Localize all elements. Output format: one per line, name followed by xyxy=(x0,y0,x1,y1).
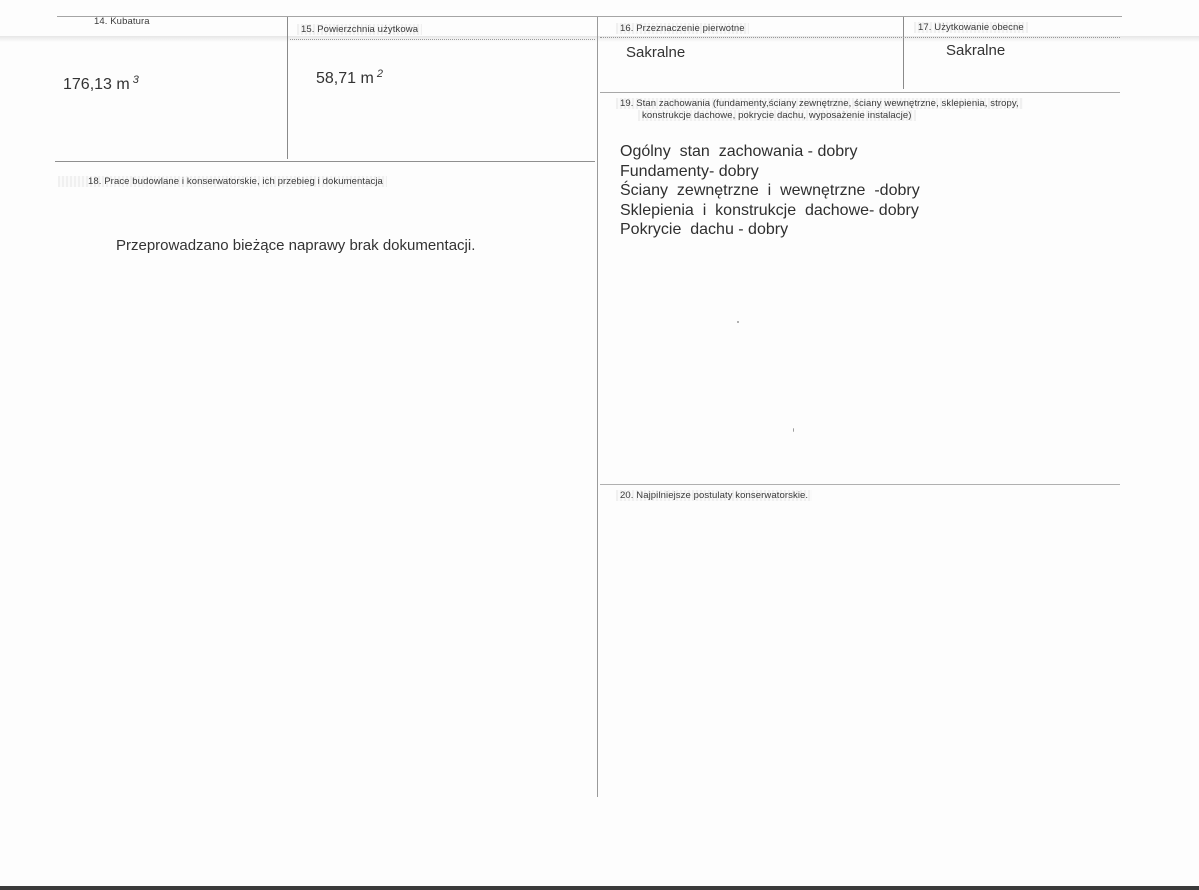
line-under-15 xyxy=(290,39,595,40)
scan-speck xyxy=(793,428,794,432)
current-use-value: Sakralne xyxy=(946,42,1006,59)
field-17-label: 17. Użytkowanie obecne xyxy=(914,22,1028,33)
field-19-label-line1: 19. Stan zachowania (fundamenty,ściany zewnętrzne, ściany wewnętrzne, sklepienia, stropy, xyxy=(616,98,1023,109)
condition-list xyxy=(620,142,920,240)
usable-area-value: 58,71 m xyxy=(316,70,374,87)
original-purpose-value: Sakralne xyxy=(626,44,686,61)
top-border-line xyxy=(57,16,1122,17)
line-above-19 xyxy=(600,92,1120,93)
line-under-16-17 xyxy=(600,37,1120,38)
cubature-exponent: 3 xyxy=(132,74,139,86)
field-16-label: 16. Przeznaczenie pierwotne xyxy=(616,23,749,34)
construction-works-value: Przeprowadzano bieżące naprawy brak dokumentacji. xyxy=(116,237,476,254)
field-18-label: 18. Prace budowlane i konserwatorskie, ich przebieg i dokumentacja xyxy=(58,176,387,187)
field-14-value xyxy=(63,74,139,94)
condition-line-vaults: Sklepienia i konstrukcje dachowe- dobry xyxy=(620,201,919,219)
line-above-20 xyxy=(600,484,1120,485)
divider-16-17 xyxy=(903,17,904,89)
field-15-label: 15. Powierzchnia użytkowa xyxy=(297,24,422,35)
condition-line-general: Ogólny stan zachowania - dobry xyxy=(620,143,858,160)
condition-line-foundations: Fundamenty- dobry xyxy=(620,162,759,180)
field-14-label: 14. Kubatura xyxy=(94,16,150,27)
field-19-label-line2: konstrukcje dachowe, pokrycie dachu, wyposażenie instalacje) xyxy=(638,110,916,121)
condition-line-walls: Ściany zewnętrzne i wewnętrzne -dobry xyxy=(620,182,920,199)
scan-bottom-edge xyxy=(0,886,1199,890)
condition-line-roofing: Pokrycie dachu - dobry xyxy=(620,221,789,238)
cubature-value: 176,13 m xyxy=(63,76,130,93)
field-20-label: 20. Najpilniejsze postulaty konserwatorskie. xyxy=(616,490,812,501)
line-above-18 xyxy=(55,161,595,162)
divider-14-15 xyxy=(287,17,288,159)
divider-15-16 xyxy=(597,17,598,797)
field-15-value xyxy=(316,68,383,88)
scan-speck xyxy=(737,321,739,323)
usable-area-exponent: 2 xyxy=(376,68,383,80)
